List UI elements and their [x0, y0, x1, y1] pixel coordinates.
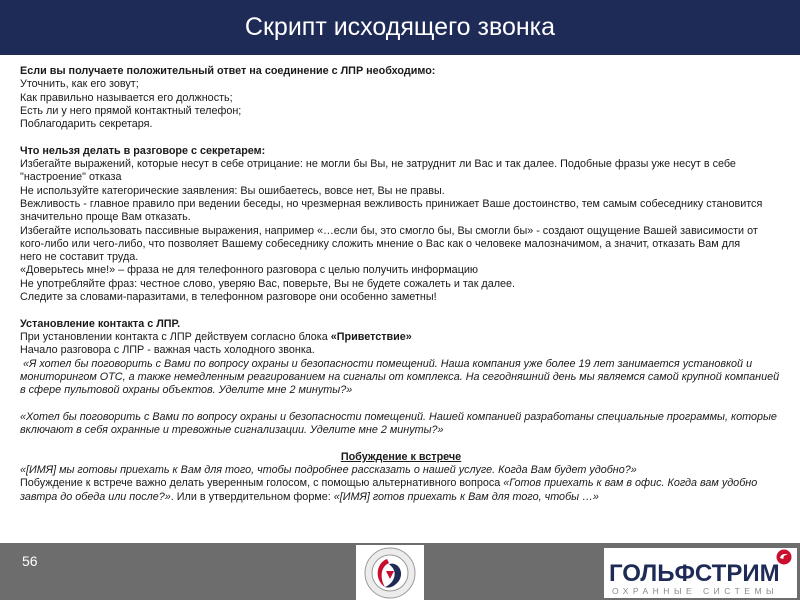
slide-header — [0, 0, 800, 55]
section-heading-meeting: Побуждение к встрече — [340, 450, 462, 463]
spacer — [20, 131, 782, 144]
section-heading-contact: Установление контакта с ЛПР. — [20, 317, 181, 330]
slide-body — [20, 65, 782, 504]
rule-line: «Доверьтесь мне!» – фраза не для телефонного разговора с целью получить информацию — [20, 264, 479, 277]
meeting-advice-text: . Или в утвердительном форме: — [170, 490, 334, 503]
brand-logo — [604, 548, 797, 598]
meeting-advice-quote: «[ИМЯ] готов приехать к Вам для того, чтобы …» — [333, 490, 599, 503]
rule-line: кого-либо или чего-либо, что позволяет Вашему собеседнику сложить мнение о Вас как о человеке малозначимом, а значит, отказать Вам для — [20, 237, 741, 250]
checklist-item: Как правильно называется его должность; — [20, 91, 233, 104]
company-emblem-icon — [356, 545, 424, 600]
checklist-item: Есть ли у него прямой контактный телефон; — [20, 104, 242, 117]
checklist-item: Поблагодарить секретаря. — [20, 118, 153, 131]
section-heading-secretary-donts: Что нельзя делать в разговоре с секретарем: — [20, 144, 266, 157]
greeting-block-name: «Приветствие» — [330, 330, 412, 343]
rule-line: Вежливость - главное правило при ведении беседы, но чрезмерная вежливость принижает Ваше достоинство, тем самым собеседнику становится — [20, 197, 763, 210]
rule-line: значительно проще Вам отказать. — [20, 211, 191, 224]
meeting-advice-text: Побуждение к встрече важно делать уверенным голосом, с помощью альтернативного вопроса — [20, 477, 504, 490]
rule-line: Следите за словами-паразитами, в телефонном разговоре они особенно заметны! — [20, 291, 437, 304]
greeting-instruction-text: При установлении контакта с ЛПР действуем согласно блока — [20, 330, 331, 343]
meeting-advice-line — [20, 491, 782, 504]
script-quote-line: в сфере пультовой охраны объектов. Уделите мне 2 минуты?» — [20, 384, 353, 397]
script-quote-line: «Я хотел бы поговорить с Вами по вопросу охраны и безопасности помещений. Наша компания уже более 19 лет занимается установкой и — [20, 357, 753, 370]
meeting-script: «[ИМЯ] мы готовы приехать к Вам для того, чтобы подробнее рассказать о нашей услуге. Когда Вам будет удобно?» — [20, 463, 637, 476]
rule-line: Не употребляйте фраз: честное слово, уверяю Вас, поверьте, Вы не будете сожалеть и так далее. — [20, 277, 516, 290]
script-quote-line: «Хотел бы поговорить с Вами по вопросу охраны и безопасности помещений. Нашей компанией разработаны специальные программы, которые — [20, 410, 777, 423]
meeting-advice-quote: «Готов приехать к вам в офис. Когда вам удобно — [503, 477, 758, 490]
slide-footer — [0, 543, 800, 600]
brand-name: ГОЛЬФСТРИМ — [609, 560, 780, 587]
page-number: 56 — [22, 553, 38, 569]
rule-line: "настроение" отказа — [20, 171, 122, 184]
spacer — [20, 304, 782, 317]
rule-line: Избегайте выражений, которые несут в себе отрицание: не могли бы Вы, не затруднит ли Вас и так далее. Подобные фразы уже несут в себе — [20, 158, 736, 171]
rule-line: Избегайте использовать пассивные выражения, например «…если бы, это смогло бы, Вы смогли бы» - создают ощущение Вашей зависимости от — [20, 224, 758, 237]
slide-title: Скрипт исходящего звонка — [244, 13, 556, 41]
red-circle-mark-icon — [776, 549, 792, 565]
meeting-advice-line — [20, 477, 782, 490]
contact-intro: Начало разговора с ЛПР - важная часть холодного звонка. — [20, 344, 315, 357]
spacer — [20, 437, 782, 450]
company-emblem — [356, 545, 424, 600]
brand-tagline: ОХРАННЫЕ СИСТЕМЫ — [612, 586, 779, 596]
spacer — [20, 397, 782, 410]
checklist-item: Уточнить, как его зовут; — [20, 78, 139, 91]
script-quote-line: мониторингом ОТС, а также немедленным реагированием на сигналы от комплекса. На сегодняшний день мы являемся самой крупной компанией — [20, 370, 780, 383]
meeting-advice-quote: завтра до обеда или после?» — [20, 490, 171, 503]
section-heading-lpr-reached: Если вы получаете положительный ответ на соединение с ЛПР необходимо: — [20, 65, 436, 77]
rule-line: Не используйте категорические заявления: Вы ошибаетесь, вовсе нет, Вы не правы. — [20, 184, 445, 197]
greeting-instruction — [20, 331, 782, 344]
script-quote-line: включают в себя охранные и тревожные сигнализации. Уделите мне 2 минуты?» — [20, 424, 444, 437]
rule-line: него не составит труда. — [20, 251, 139, 264]
